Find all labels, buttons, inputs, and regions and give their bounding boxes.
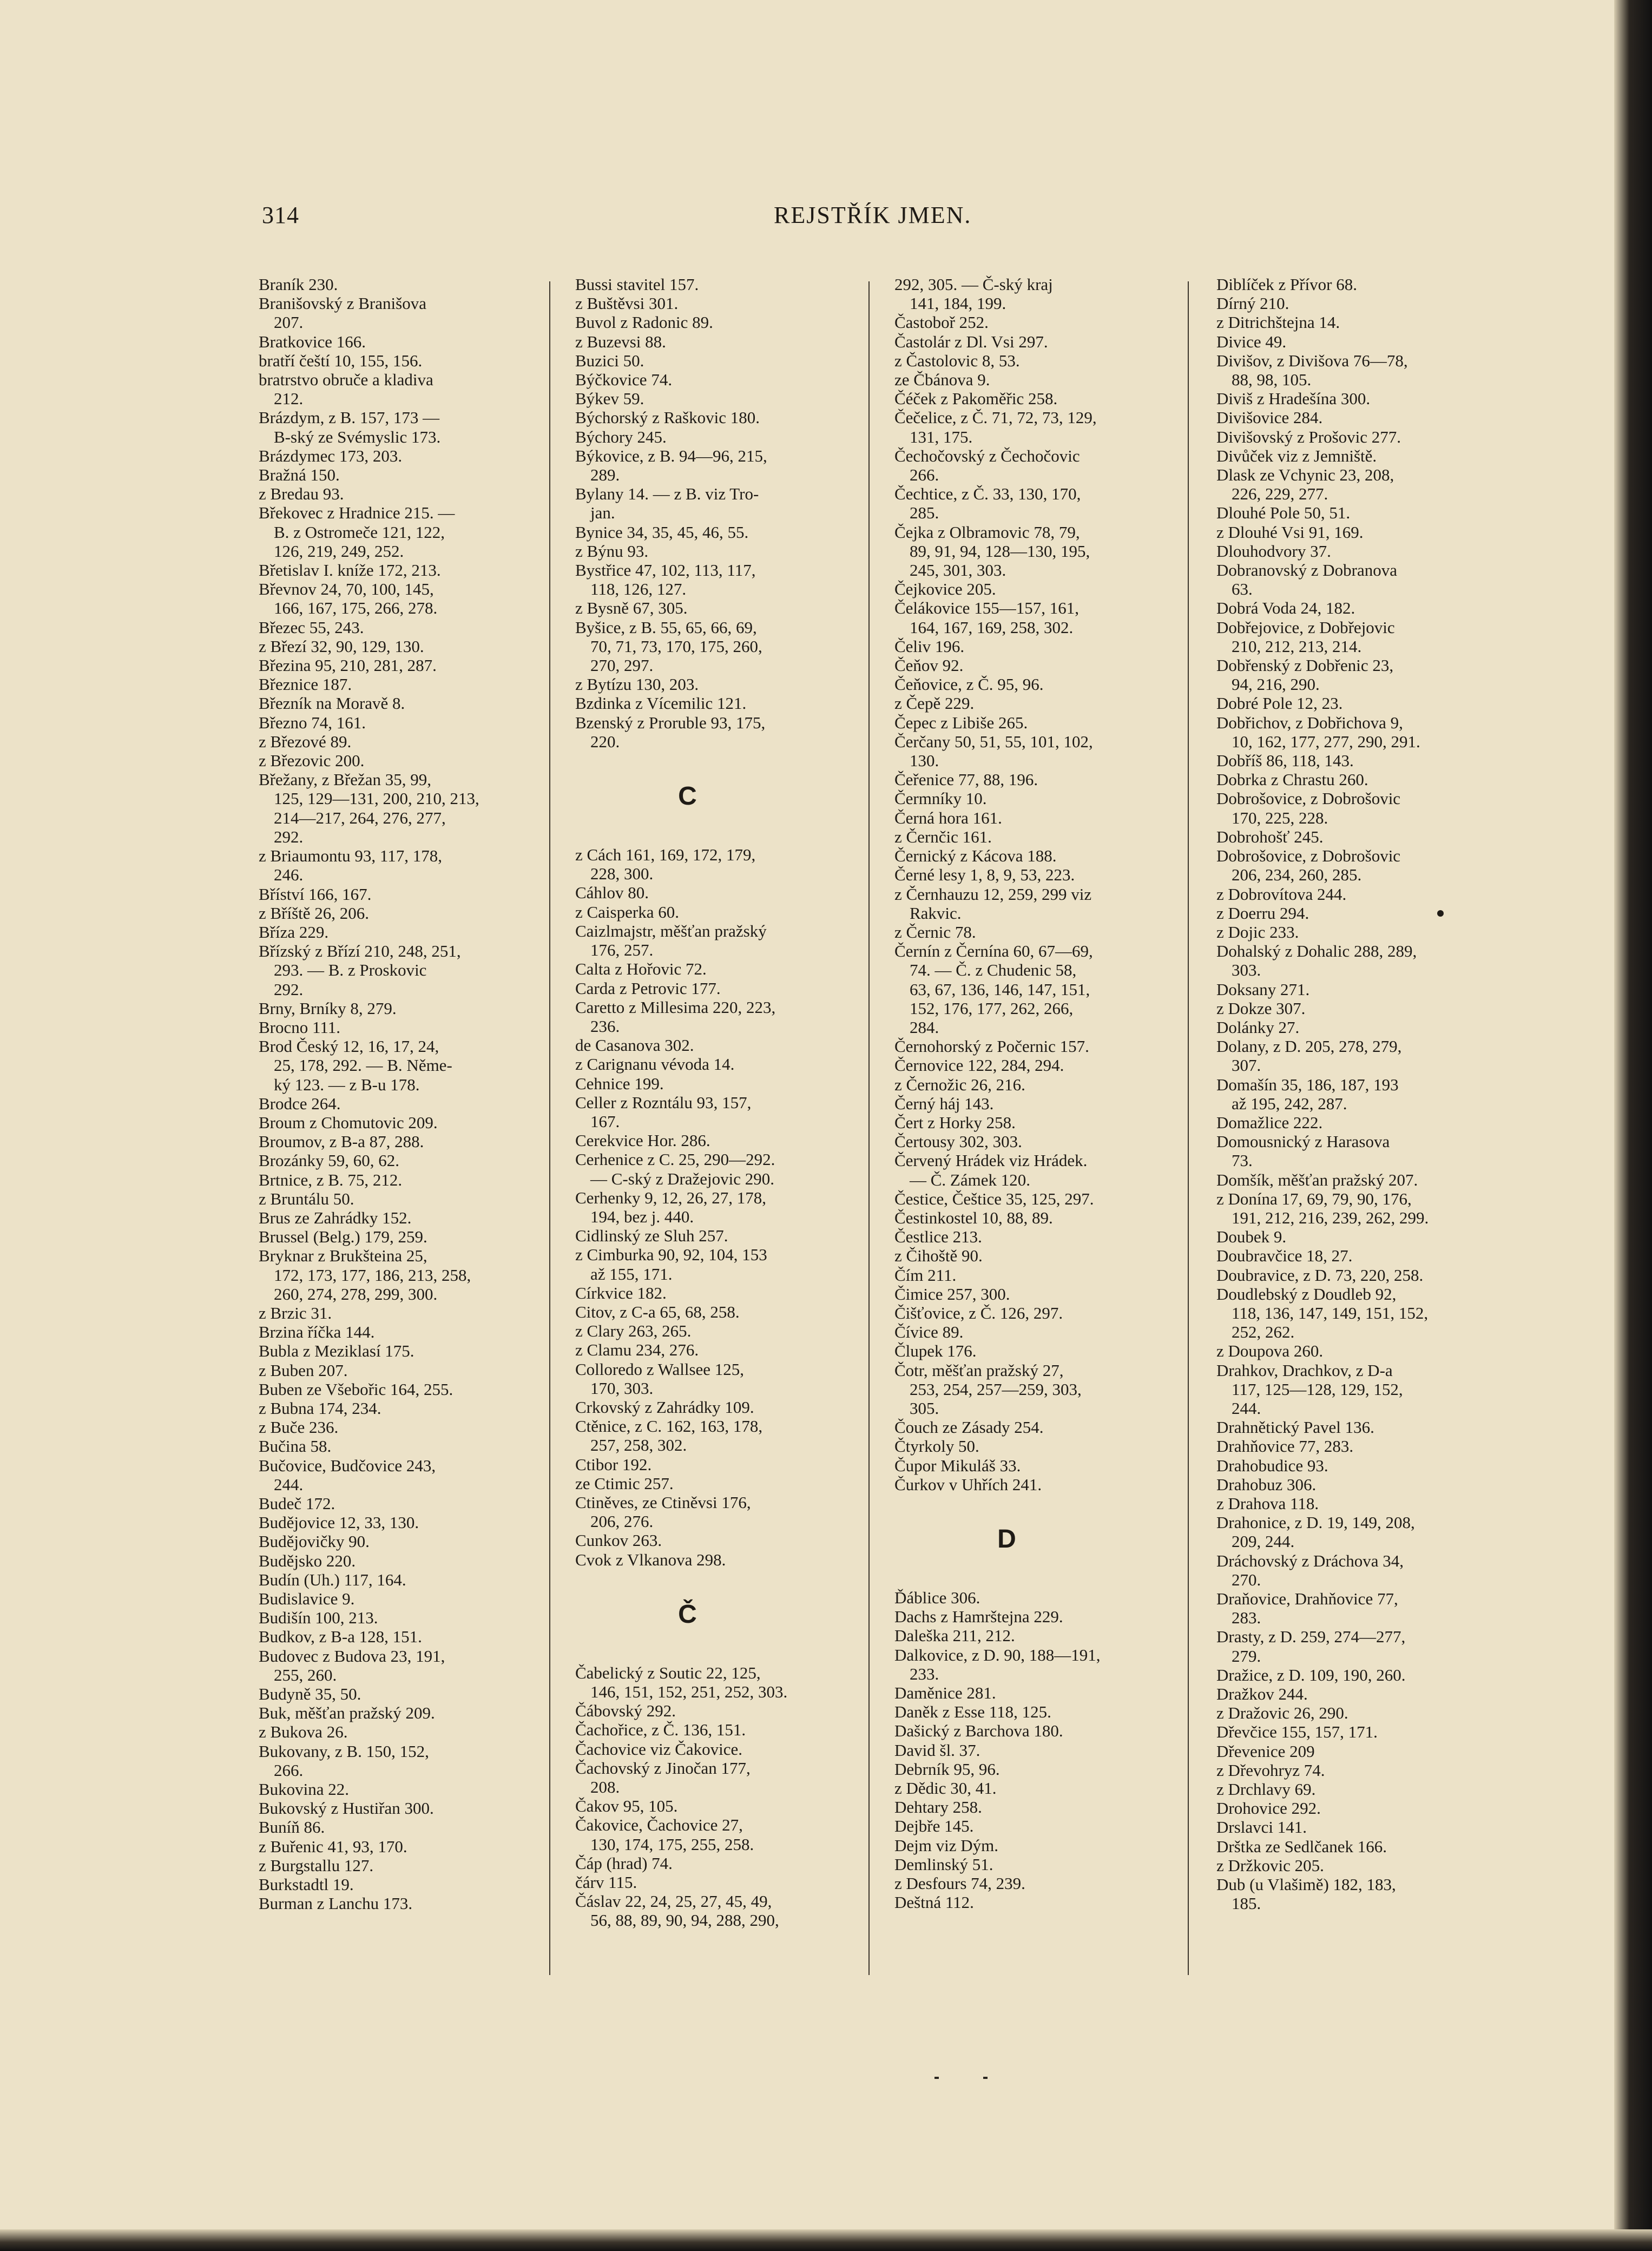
index-entry: Caizlmajstr, měšťan pražský 176, 257. [575, 921, 767, 960]
index-entry: Deštná 112. [894, 1893, 974, 1912]
index-entry: Broum z Chomutovic 209. [259, 1113, 438, 1132]
index-entry: Bříství 166, 167. [259, 884, 372, 904]
index-column-2 [575, 275, 800, 1930]
index-entry: Církvice 182. [575, 1283, 667, 1302]
index-entry: Bubla z Meziklasí 175. [259, 1341, 414, 1361]
index-entry: Břežany, z Břežan 35, 99, 125, 129—131, 200, 210, 213, 214—217, 264, 276, 277, 292. [259, 770, 479, 846]
index-entry: z Dojic 233. [1216, 922, 1299, 942]
index-entry: Drahňovice 77, 283. [1216, 1437, 1354, 1456]
index-entry: bratrstvo obruče a kladiva 212. [259, 370, 433, 409]
index-entry: Čachovský z Jinočan 177, 208. [575, 1758, 751, 1797]
index-entry: Bříza 229. [259, 922, 329, 942]
index-entry: Čepec z Libiše 265. [894, 713, 1028, 732]
index-entry: Diviš z Hradešína 300. [1216, 389, 1371, 409]
index-entry: Březník na Moravě 8. [259, 694, 405, 713]
index-entry: Dobrohošť 245. [1216, 827, 1324, 846]
index-entry: Dobříš 86, 118, 143. [1216, 751, 1354, 771]
index-entry: Břízský z Břízí 210, 248, 251, 293. — B. z Proskovic 292. [259, 942, 461, 999]
index-entry: Divice 49. [1216, 332, 1287, 351]
index-entry: z Bubna 174, 234. [259, 1398, 381, 1418]
index-entry: z Cách 161, 169, 172, 179, 228, 300. [575, 845, 756, 884]
index-entry: z Býnu 93. [575, 541, 649, 561]
index-entry: Dejbře 145. [894, 1816, 974, 1836]
index-entry: z Bredau 93. [259, 484, 344, 504]
index-entry: z Doerru 294. [1216, 903, 1309, 923]
index-entry: z Buzevsi 88. [575, 332, 666, 351]
index-entry: z Drchlavy 69. [1216, 1780, 1316, 1799]
index-entry: Budyně 35, 50. [259, 1684, 361, 1704]
index-entry: Břevnov 24, 70, 100, 145, 166, 167, 175, 266, 278. [259, 580, 438, 618]
index-columns [259, 275, 1498, 2017]
index-entry: z Častolovic 8, 53. [894, 351, 1020, 370]
index-entry: Čeliv 196. [894, 636, 965, 656]
page-title: REJSTŘÍK JMEN. [774, 202, 972, 228]
index-entry: Brocno 111. [259, 1017, 340, 1037]
index-entry: Bratkovice 166. [259, 332, 366, 351]
index-entry: Drahobudice 93. [1216, 1456, 1328, 1475]
index-entry: Brodce 264. [259, 1094, 341, 1113]
index-entry: Drahnětický Pavel 136. [1216, 1418, 1374, 1437]
index-entry: Drohovice 292. [1216, 1799, 1321, 1818]
index-entry: Černický z Kácova 188. [894, 846, 1057, 866]
index-entry: Čejka z Olbramovic 78, 79, 89, 91, 94, 128—130, 195, 245, 301, 303. [894, 522, 1090, 580]
index-entry: Dobrka z Chrastu 260. [1216, 770, 1368, 789]
index-entry: Bynice 34, 35, 45, 46, 55. [575, 522, 749, 542]
index-entry: Čestinkostel 10, 88, 89. [894, 1208, 1053, 1227]
index-entry: Čouch ze Zásady 254. [894, 1418, 1044, 1437]
index-entry: z Černčic 161. [894, 827, 992, 846]
index-entry: Čermníky 10. [894, 789, 987, 808]
index-entry: Daněk z Esse 118, 125. [894, 1702, 1051, 1722]
index-entry: z Buče 236. [259, 1418, 339, 1437]
index-entry: z Clary 263, 265. [575, 1321, 692, 1341]
index-entry: z Dlouhé Vsi 91, 169. [1216, 522, 1364, 542]
index-entry: Burman z Lanchu 173. [259, 1894, 413, 1913]
index-entry: Čachořice, z Č. 136, 151. [575, 1720, 746, 1740]
index-entry: Divůček viz z Jemniště. [1216, 446, 1377, 465]
index-entry: Čeňov 92. [894, 656, 964, 675]
index-entry: z Buben 207. [259, 1360, 348, 1380]
index-entry: z Dědic 30, 41. [894, 1779, 997, 1798]
index-entry: Čím 211. [894, 1265, 957, 1285]
index-entry: z Březovic 200. [259, 751, 365, 771]
index-entry: Byšice, z B. 55, 65, 66, 69, 70, 71, 73, 170, 175, 260, 270, 297. [575, 617, 762, 675]
index-entry: Dírný 210. [1216, 294, 1289, 313]
index-entry: Cerhenice z C. 25, 290—292. — C-ský z Dražejovic 290. [575, 1150, 775, 1188]
index-entry: bratří čeští 10, 155, 156. [259, 351, 423, 370]
index-entry: ze Čbánova 9. [894, 370, 990, 390]
index-entry: Domousnický z Harasova 73. [1216, 1132, 1390, 1170]
index-entry: Drahkov, Drachkov, z D-a 117, 125—128, 129, 152, 244. [1216, 1360, 1403, 1418]
book-edge-bottom [0, 2229, 1652, 2251]
index-entry: Býchorský z Raškovic 180. [575, 408, 760, 427]
index-entry: Doudlebský z Doudleb 92, 118, 136, 147, 149, 151, 152, 252, 262. [1216, 1284, 1429, 1342]
index-entry: Brtnice, z B. 75, 212. [259, 1170, 403, 1189]
index-entry: Býkovice, z B. 94—96, 215, 289. [575, 446, 767, 485]
index-entry: Cerhenky 9, 12, 26, 27, 178, 194, bez j. 440. [575, 1188, 767, 1226]
index-entry: Čurkov v Uhřích 241. [894, 1475, 1042, 1494]
index-entry: Bučovice, Budčovice 243, 244. [259, 1456, 436, 1494]
index-entry: Dalkovice, z D. 90, 188—191, 233. [894, 1645, 1101, 1683]
index-entry: Drštka ze Sedlčanek 166. [1216, 1837, 1387, 1856]
index-entry: Budovec z Budova 23, 191, 255, 260. [259, 1646, 445, 1684]
index-entry: z Brzic 31. [259, 1303, 332, 1322]
footer-mark [983, 2077, 988, 2079]
index-entry: Dobřichov, z Dobřichova 9, 10, 162, 177, 277, 290, 291. [1216, 713, 1420, 751]
index-entry: Brod Český 12, 16, 17, 24, 25, 178, 292. — B. Něme- ký 123. — z B-u 178. [259, 1037, 452, 1094]
index-entry: Čakovice, Čachovice 27, 130, 174, 175, 255, 258. [575, 1815, 754, 1854]
index-column-4 [1216, 275, 1441, 1913]
index-entry: Crkovský z Zahrádky 109. [575, 1397, 754, 1417]
index-entry: Čejkovice 205. [894, 580, 996, 599]
index-entry: Ctibor 192. [575, 1454, 652, 1474]
index-entry: Čáslav 22, 24, 25, 27, 45, 49, 56, 88, 89, 90, 94, 288, 290, [575, 1892, 779, 1930]
index-entry: Čabelický z Soutic 22, 125, 146, 151, 152, 251, 252, 303. [575, 1663, 788, 1701]
index-entry: Budišín 100, 213. [259, 1608, 378, 1628]
index-entry: Čtyrkoly 50. [894, 1437, 979, 1456]
index-entry: Cáhlov 80. [575, 883, 649, 903]
index-entry: Dobrošovice, z Dobrošovic 206, 234, 260, 285. [1216, 846, 1401, 885]
index-entry: Buníň 86. [259, 1818, 325, 1837]
index-entry: z Březové 89. [259, 732, 352, 751]
index-entry: z Čihoště 90. [894, 1246, 983, 1266]
index-column-3 [894, 275, 1119, 1912]
index-entry: Dolánky 27. [1216, 1017, 1300, 1037]
index-entry: z Černožic 26, 216. [894, 1075, 1025, 1094]
index-entry: Častolár z Dl. Vsi 297. [894, 332, 1048, 351]
index-entry: Doubravice, z D. 73, 220, 258. [1216, 1265, 1424, 1285]
index-entry: Čestlice 213. [894, 1227, 982, 1247]
index-entry: Braník 230. [259, 275, 338, 294]
index-entry: Čečelice, z Č. 71, 72, 73, 129, 131, 175. [894, 408, 1097, 446]
index-entry: Divišov, z Divišova 76—78, 88, 98, 105. [1216, 351, 1408, 390]
index-entry: Dlouhodvory 37. [1216, 541, 1331, 561]
index-entry: Brussel (Belg.) 179, 259. [259, 1227, 427, 1247]
index-entry: Cehnice 199. [575, 1074, 664, 1093]
index-entry: Daleška 211, 212. [894, 1626, 1015, 1646]
index-entry: Býčkovice 74. [575, 370, 673, 390]
index-entry: Doubek 9. [1216, 1227, 1287, 1247]
index-entry: Dobranovský z Dobranova 63. [1216, 561, 1398, 599]
index-entry: z Dražovic 26, 290. [1216, 1703, 1348, 1723]
index-entry: Daměnice 281. [894, 1683, 996, 1703]
index-entry: 292, 305. — Č-ský kraj 141, 184, 199. [894, 275, 1053, 313]
index-entry: z Bříště 26, 206. [259, 903, 370, 923]
index-entry: Dejm viz Dým. [894, 1835, 998, 1855]
index-entry: Dobřejovice, z Dobřejovic 210, 212, 213, 214. [1216, 617, 1395, 656]
index-entry: z Černic 78. [894, 922, 976, 942]
index-entry: Broumov, z B-a 87, 288. [259, 1132, 424, 1151]
index-entry: Čáp (hrad) 74. [575, 1853, 673, 1873]
index-entry: Doksany 271. [1216, 979, 1310, 999]
index-entry: Dobrošovice, z Dobrošovic 170, 225, 228. [1216, 789, 1401, 827]
index-entry: z Carignanu vévoda 14. [575, 1055, 735, 1074]
index-entry: Doubravčice 18, 27. [1216, 1246, 1353, 1266]
index-entry: Bukovina 22. [259, 1780, 350, 1799]
index-entry: z Čepě 229. [894, 694, 975, 713]
index-entry: Dachs z Hamrštejna 229. [894, 1607, 1063, 1627]
index-entry: Budislavice 9. [259, 1589, 355, 1609]
index-entry: z Briaumontu 93, 117, 178, 246. [259, 846, 442, 885]
index-entry: Calta z Hořovic 72. [575, 959, 707, 979]
index-entry: Dřevenice 209 [1216, 1741, 1315, 1761]
margin-dot [1437, 910, 1444, 917]
index-entry: Černá hora 161. [894, 808, 1002, 827]
index-entry: z Caisperka 60. [575, 902, 679, 922]
index-entry: Březina 95, 210, 281, 287. [259, 656, 437, 675]
index-entry: Čelákovice 155—157, 161, 164, 167, 169, 258, 302. [894, 598, 1079, 637]
index-entry: z Bysně 67, 305. [575, 598, 688, 618]
index-entry: Býkev 59. [575, 389, 644, 409]
index-entry: Býchory 245. [575, 427, 667, 446]
letter-heading: Č [678, 1600, 697, 1629]
index-entry: Dobré Pole 12, 23. [1216, 694, 1343, 713]
index-entry: Dehtary 258. [894, 1798, 982, 1817]
index-entry: Carda z Petrovic 177. [575, 978, 721, 998]
index-entry: Čeřenice 77, 88, 196. [894, 770, 1038, 789]
index-entry: Čimice 257, 300. [894, 1284, 1010, 1304]
index-entry: z Dřevohryz 74. [1216, 1760, 1325, 1780]
index-entry: Brus ze Zahrádky 152. [259, 1208, 412, 1227]
index-entry: Domašín 35, 186, 187, 193 až 195, 242, 287. [1216, 1075, 1399, 1113]
index-entry: z Cimburka 90, 92, 104, 153 až 155, 171. [575, 1245, 767, 1284]
index-entry: Drahonice, z D. 19, 149, 208, 209, 244. [1216, 1513, 1415, 1551]
index-entry: Člupek 176. [894, 1341, 977, 1361]
index-entry: Červený Hrádek viz Hrádek. — Č. Zámek 120. [894, 1151, 1088, 1189]
index-entry: Dohalský z Dohalic 288, 289, 303. [1216, 942, 1417, 980]
index-entry: Bučina 58. [259, 1437, 332, 1456]
index-entry: Cunkov 263. [575, 1531, 662, 1550]
index-entry: Černovice 122, 284, 294. [894, 1056, 1064, 1075]
index-entry: z Bytízu 130, 203. [575, 675, 699, 694]
index-entry: Dolany, z D. 205, 278, 279, 307. [1216, 1037, 1402, 1075]
index-entry: Brázdym, z B. 157, 173 — B-ský ze Svémyslic 173. [259, 408, 441, 446]
index-entry: Dražkov 244. [1216, 1684, 1308, 1704]
index-entry: Bukovany, z B. 150, 152, 266. [259, 1741, 429, 1780]
index-entry: Čerčany 50, 51, 55, 101, 102, 130. [894, 732, 1093, 771]
index-entry: Debrník 95, 96. [894, 1759, 1000, 1779]
index-entry: Buvol z Radonic 89. [575, 313, 713, 332]
index-entry: Dráchovský z Dráchova 34, 270. [1216, 1551, 1404, 1589]
index-entry: Černý háj 143. [894, 1094, 994, 1113]
index-entry: z Drahova 118. [1216, 1494, 1319, 1513]
index-entry: z Dokze 307. [1216, 998, 1306, 1018]
index-entry: z Dobrovítova 244. [1216, 884, 1347, 904]
index-entry: z Bukova 26. [259, 1722, 348, 1742]
index-entry: Čakov 95, 105. [575, 1796, 678, 1816]
index-entry: Bylany 14. — z B. viz Tro- jan. [575, 484, 759, 523]
index-entry: z Desfours 74, 239. [894, 1874, 1025, 1893]
index-entry: Dřevčice 155, 157, 171. [1216, 1722, 1378, 1742]
index-entry: Bzenský z Proruble 93, 175, 220. [575, 713, 766, 751]
index-entry: Čachovice viz Čakovice. [575, 1739, 743, 1759]
index-entry: Buk, měšťan pražský 209. [259, 1703, 435, 1723]
book-edge-right [1614, 0, 1652, 2251]
index-entry: Brozánky 59, 60, 62. [259, 1151, 400, 1170]
index-entry: Citov, z C-a 65, 68, 258. [575, 1302, 740, 1321]
index-entry: Dlask ze Vchynic 23, 208, 226, 229, 277. [1216, 465, 1394, 504]
index-entry: z Donína 17, 69, 79, 90, 176, 191, 212, 216, 239, 262, 299. [1216, 1189, 1429, 1227]
index-entry: Ctiněves, ze Ctiněvsi 176, 206, 276. [575, 1492, 751, 1531]
index-entry: Dražice, z D. 109, 190, 260. [1216, 1665, 1406, 1684]
index-entry: Buben ze Všebořic 164, 255. [259, 1379, 453, 1399]
index-entry: Čert z Horky 258. [894, 1113, 1016, 1132]
index-entry: Dašický z Barchova 180. [894, 1721, 1063, 1741]
index-entry: Čupor Mikuláš 33. [894, 1456, 1021, 1475]
index-entry: Ctěnice, z C. 162, 163, 178, 257, 258, 302. [575, 1417, 763, 1455]
index-entry: z Buštěvsi 301. [575, 294, 679, 313]
index-entry: Černohorský z Počernic 157. [894, 1037, 1089, 1056]
index-entry: Branišovský z Branišova 207. [259, 294, 426, 332]
index-entry: Diblíček z Přívor 68. [1216, 275, 1358, 294]
index-entry: Bražná 150. [259, 465, 340, 485]
index-entry: Čestice, Češtice 35, 125, 297. [894, 1189, 1094, 1208]
index-entry: Černé lesy 1, 8, 9, 53, 223. [894, 865, 1075, 885]
index-entry: Dlouhé Pole 50, 51. [1216, 503, 1351, 523]
index-entry: Cvok z Vlkanova 298. [575, 1550, 726, 1569]
index-entry: Čertousy 302, 303. [894, 1132, 1022, 1151]
index-entry: Březno 74, 161. [259, 713, 366, 732]
index-entry: Ďáblice 306. [894, 1588, 980, 1607]
index-entry: z Březí 32, 90, 129, 130. [259, 636, 424, 656]
index-entry: Domažlice 222. [1216, 1113, 1323, 1132]
index-entry: Budějovice 12, 33, 130. [259, 1513, 419, 1532]
index-entry: Brázdymec 173, 203. [259, 446, 403, 465]
index-entry: z Burgstallu 127. [259, 1855, 374, 1875]
index-entry: Budeč 172. [259, 1494, 335, 1513]
index-entry: Budkov, z B-a 128, 151. [259, 1627, 422, 1647]
index-entry: z Držkovic 205. [1216, 1855, 1324, 1875]
index-entry: Bussi stavitel 157. [575, 275, 699, 294]
index-entry: Brzina říčka 144. [259, 1322, 375, 1342]
index-entry: Draňovice, Drahňovice 77, 283. [1216, 1589, 1398, 1628]
index-entry: Brny, Brníky 8, 279. [259, 998, 397, 1018]
index-entry: Čábovský 292. [575, 1701, 676, 1721]
letter-heading: C [678, 782, 697, 811]
index-entry: Burkstadtl 19. [259, 1875, 354, 1894]
index-entry: Bzdinka z Vícemilic 121. [575, 694, 747, 713]
index-entry: z Buřenic 41, 93, 170. [259, 1837, 407, 1856]
index-entry: Dobrá Voda 24, 182. [1216, 598, 1355, 618]
index-entry: z Doupova 260. [1216, 1341, 1324, 1361]
index-entry: Čechtice, z Č. 33, 130, 170, 285. [894, 484, 1081, 523]
index-entry: Čišťovice, z Č. 126, 297. [894, 1303, 1063, 1322]
index-entry: Cidlinský ze Sluh 257. [575, 1226, 728, 1246]
index-entry: Domšík, měšťan pražský 207. [1216, 1170, 1418, 1189]
index-entry: Bystřice 47, 102, 113, 117, 118, 126, 127. [575, 561, 756, 599]
index-entry: Budějovičky 90. [259, 1532, 370, 1551]
index-entry: Břekovec z Hradnice 215. — B. z Ostromeče 121, 122, 126, 219, 249, 252. [259, 503, 455, 561]
index-entry: Demlinský 51. [894, 1854, 993, 1874]
index-entry: Čéček z Pakoměřic 258. [894, 389, 1058, 409]
index-entry: Cerekvice Hor. 286. [575, 1131, 710, 1150]
index-entry: David šl. 37. [894, 1740, 980, 1760]
index-entry: Březnice 187. [259, 675, 352, 694]
index-entry: Dobřenský z Dobřenic 23, 94, 216, 290. [1216, 656, 1394, 694]
index-entry: Budějsko 220. [259, 1551, 356, 1570]
footer-mark [934, 2077, 939, 2079]
index-entry: Bryknar z Brukšteina 25, 172, 173, 177, 186, 213, 258, 260, 274, 278, 299, 300. [259, 1246, 471, 1304]
index-entry: de Casanova 302. [575, 1036, 694, 1055]
index-entry: Černín z Černína 60, 67—69, 74. — Č. z Chudenic 58, 63, 67, 136, 146, 147, 151, 152, 176, 177, 262, 266, 284. [894, 942, 1093, 1037]
index-entry: Drasty, z D. 259, 274—277, 279. [1216, 1627, 1406, 1666]
index-entry: Břetislav I. kníže 172, 213. [259, 561, 441, 580]
index-entry: Colloredo z Wallsee 125, 170, 303. [575, 1359, 745, 1398]
letter-heading: D [997, 1525, 1016, 1554]
index-entry: ze Ctimic 257. [575, 1473, 674, 1493]
index-entry: Březec 55, 243. [259, 617, 364, 637]
index-entry: Častoboř 252. [894, 313, 989, 332]
index-entry: Čechočovský z Čechočovic 266. [894, 446, 1080, 485]
index-entry: Čeňovice, z Č. 95, 96. [894, 675, 1044, 694]
index-entry: Buzici 50. [575, 351, 644, 370]
index-entry: z Ditrichštejna 14. [1216, 313, 1340, 332]
index-entry: Celler z Rozntálu 93, 157, 167. [575, 1092, 752, 1131]
index-entry: Divišovský z Prošovic 277. [1216, 427, 1401, 446]
index-entry: z Černhauzu 12, 259, 299 viz Rakvic. [894, 884, 1092, 923]
index-entry: z Bruntálu 50. [259, 1189, 354, 1208]
index-entry: čárv 115. [575, 1873, 637, 1892]
index-entry: Drslavci 141. [1216, 1818, 1307, 1837]
index-entry: Budín (Uh.) 117, 164. [259, 1570, 406, 1589]
index-entry: Divišovice 284. [1216, 408, 1323, 427]
page-number: 314 [262, 202, 299, 228]
index-column-1 [259, 275, 483, 1913]
index-entry: Čívice 89. [894, 1322, 964, 1342]
index-entry: Caretto z Millesima 220, 223, 236. [575, 997, 776, 1036]
index-entry: Čotr, měšťan pražský 27, 253, 254, 257—259, 303, 305. [894, 1360, 1082, 1418]
index-entry: z Clamu 234, 276. [575, 1340, 699, 1360]
index-entry: Drahobuz 306. [1216, 1475, 1317, 1494]
index-entry: Bukovský z Hustiřan 300. [259, 1799, 434, 1818]
index-entry: Dub (u Vlašimě) 182, 183, 185. [1216, 1875, 1396, 1913]
